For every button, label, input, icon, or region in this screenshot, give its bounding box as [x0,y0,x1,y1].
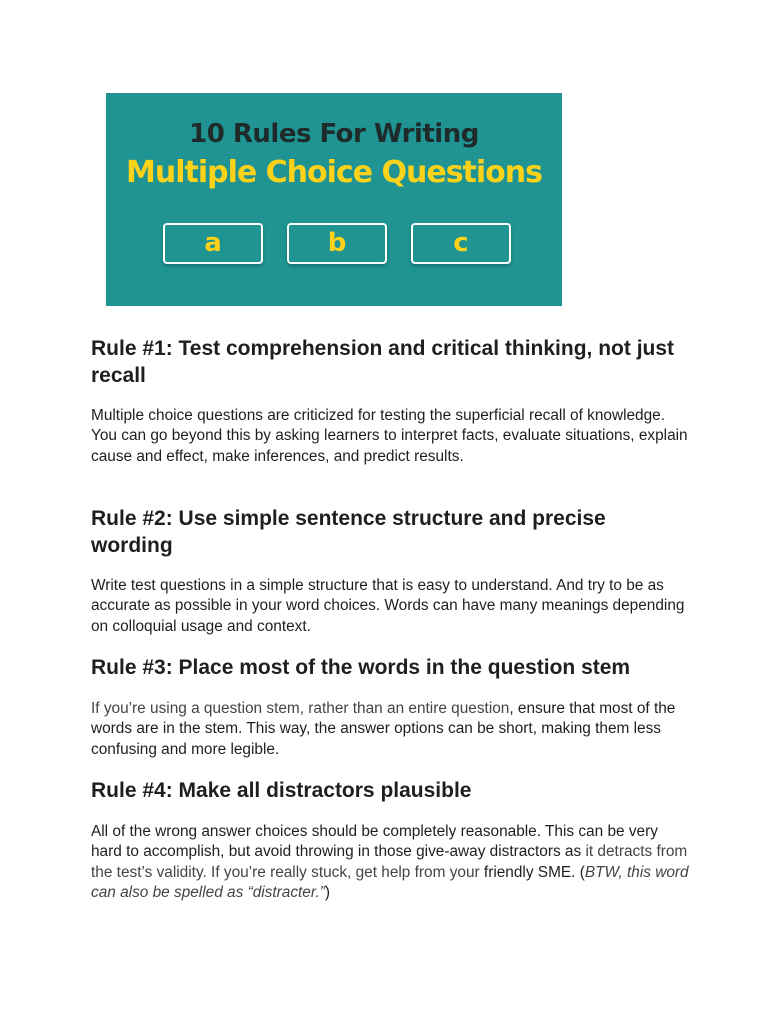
option-b-box: b [287,223,387,264]
rule-4-body-part2: it detracts from the test’s validity. If you’re really stuck, get help from your [91,843,688,881]
rule-4-body-part1: All of the wrong answer choices should be completely reasonable. This can be very hard to accomplish, but avoid throwing in those give-away distractors as [91,823,658,861]
rule-4-body [91,822,691,903]
rule-3-body [91,699,691,760]
rule-3-heading: Rule #3: Place most of the words in the question stem [91,656,631,679]
banner-title-line2: Multiple Choice Questions [125,155,543,190]
rule-4-body-part3: friendly SME. ( [479,863,585,881]
rule-2-body: Write test questions in a simple structure that is easy to understand. And try to be as accurate as possible in your word choices. Words can have many meanings depending on colloquial usage and context. [91,577,685,635]
option-a-box: a [163,223,263,264]
rule-4-body-italic: BTW, this word can also be spelled as “distracter.” [91,863,689,901]
rule-4-body-end: ) [324,883,330,901]
rule-1-body: Multiple choice questions are criticized for testing the superficial recall of knowledge. You can go beyond this by asking learners to interpret facts, evaluate situations, explain cause and effect, make inferences, and predict results. [91,407,688,465]
rule-1-heading: Rule #1: Test comprehension and critical thinking, not just recall [91,337,675,387]
rule-3-body-part1: If you’re using a question stem, rather than an entire question [91,700,510,717]
option-c-box: c [411,223,511,264]
rule-4-heading: Rule #4: Make all distractors plausible [91,779,472,802]
rule-2-heading: Rule #2: Use simple sentence structure and precise wording [91,507,606,557]
banner-title-line1: 10 Rules For Writing [189,119,479,149]
rule-3-body-part2: , ensure that most of the words are in the stem. This way, the answer options can be short, making them less confusing and more legible. [91,700,676,758]
title-banner [106,93,562,306]
